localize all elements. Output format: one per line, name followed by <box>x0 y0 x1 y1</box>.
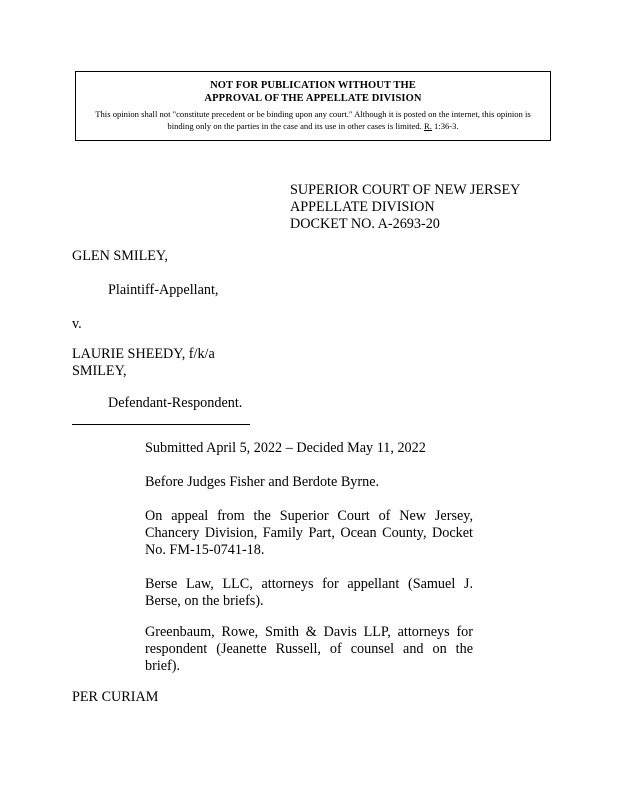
docket-number: DOCKET NO. A-2693-20 <box>290 216 440 232</box>
court-division: APPELLATE DIVISION <box>290 199 435 215</box>
plaintiff-name: GLEN SMILEY, <box>72 248 168 264</box>
notice-title <box>76 79 550 105</box>
court-name: SUPERIOR COURT OF NEW JERSEY <box>290 182 521 198</box>
plaintiff-role: Plaintiff-Appellant, <box>108 282 219 298</box>
notice-body <box>86 108 540 132</box>
versus: v. <box>72 316 82 332</box>
submitted-decided-dates: Submitted April 5, 2022 – Decided May 11, 2022 <box>145 440 426 456</box>
defendant-role: Defendant-Respondent. <box>108 395 243 411</box>
notice-title-line-2: APPROVAL OF THE APPELLATE DIVISION <box>204 93 422 104</box>
notice-title-line-1: NOT FOR PUBLICATION WITHOUT THE <box>210 80 416 91</box>
notice-body-text: This opinion shall not "constitute precedent or be binding upon any court." Although it is posted on the internet, this opinion is binding only on the parties in the case and its use in other cases is limited. <box>95 109 531 131</box>
per-curiam-heading: PER CURIAM <box>72 689 159 705</box>
defendant-name-line-2: SMILEY, <box>72 363 127 379</box>
court-heading <box>290 182 520 233</box>
publication-notice-box <box>75 71 551 141</box>
notice-rule-reference: R. <box>423 121 432 131</box>
judges-panel: Before Judges Fisher and Berdote Byrne. <box>145 474 380 490</box>
appellant-counsel: Berse Law, LLC, attorneys for appellant (Samuel J. Berse, on the briefs). <box>145 576 473 609</box>
caption-divider <box>72 424 250 425</box>
notice-body-rule-number: 1:36-3. <box>431 121 459 131</box>
respondent-counsel: Greenbaum, Rowe, Smith & Davis LLP, attorneys for respondent (Jeanette Russell, of counsel and on the brief). <box>145 624 473 674</box>
defendant-name-line-1: LAURIE SHEEDY, f/k/a <box>72 346 215 362</box>
appeal-origin: On appeal from the Superior Court of New Jersey, Chancery Division, Family Part, Ocean County, Docket No. FM-15-0741-18. <box>145 508 473 558</box>
